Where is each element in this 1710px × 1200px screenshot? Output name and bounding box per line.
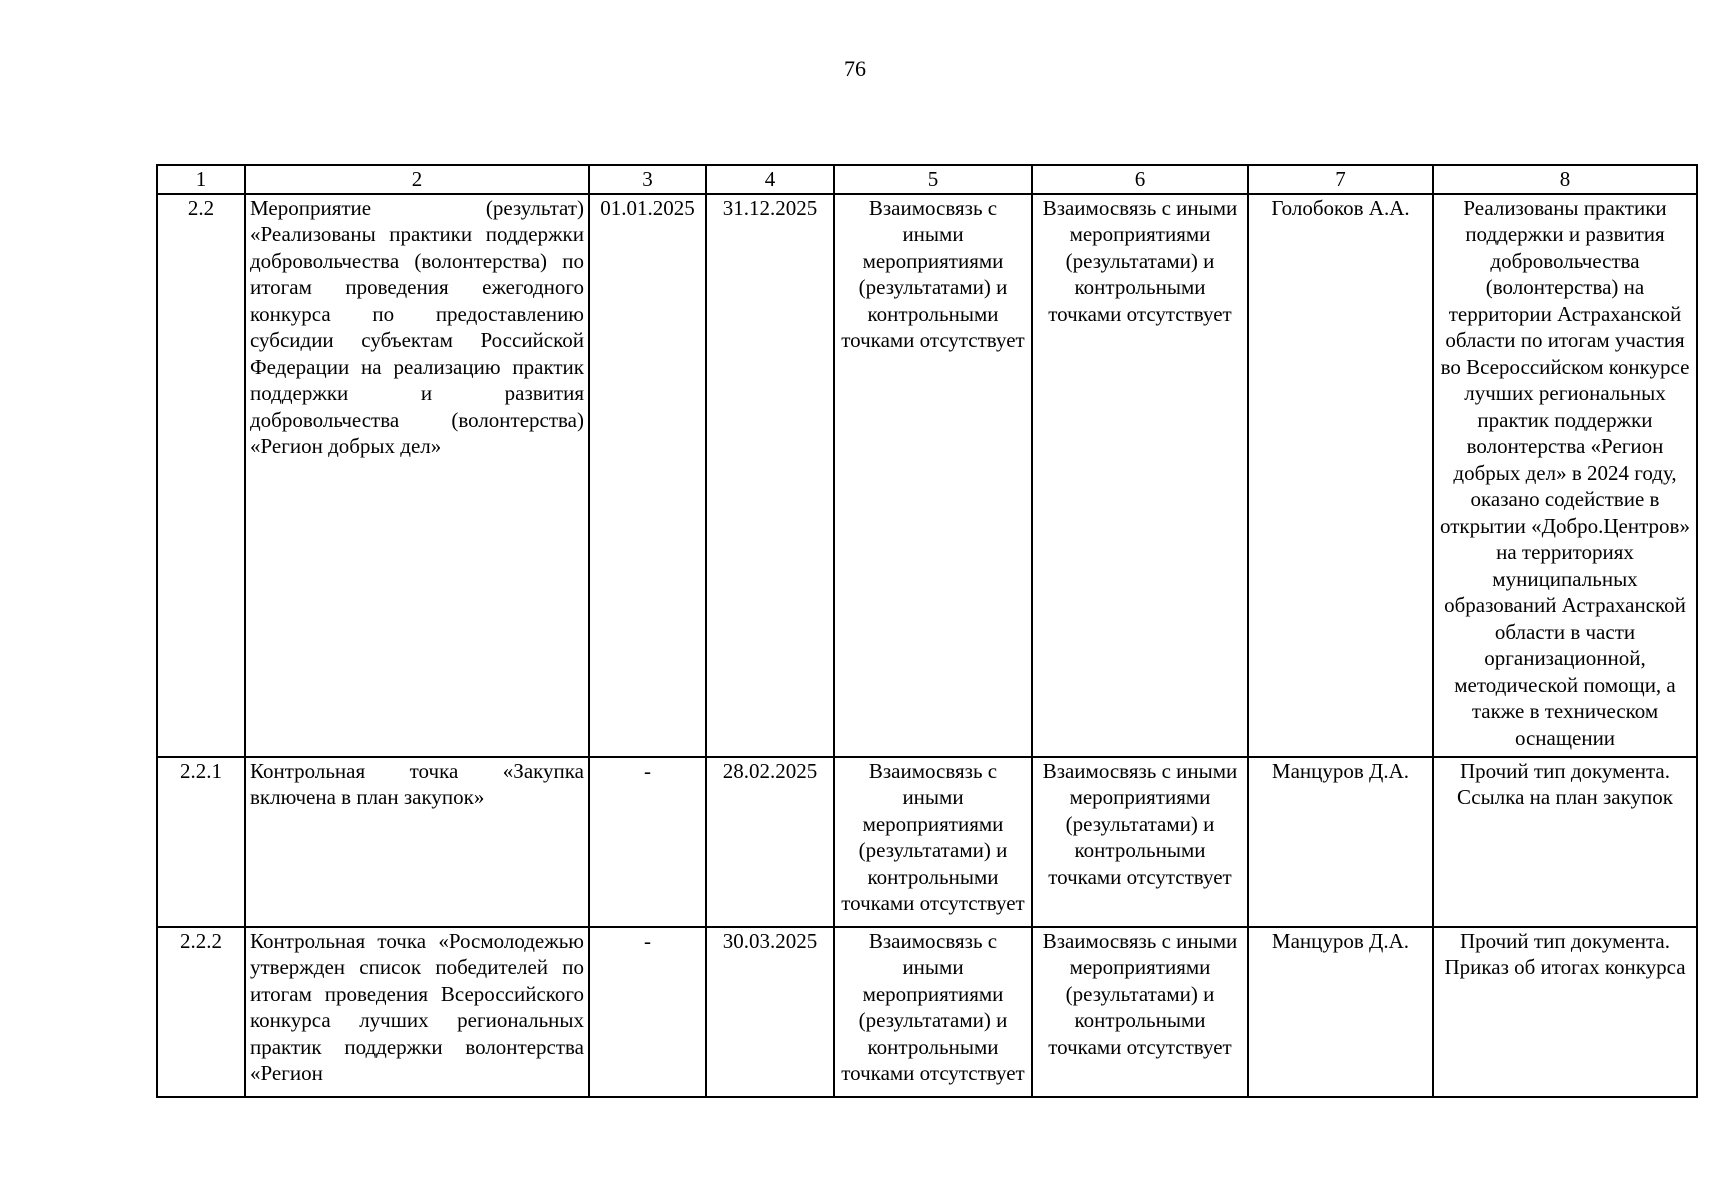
row-result: Прочий тип документа. Приказ об итогах конкурса (1433, 927, 1697, 1097)
row-start-date: 01.01.2025 (589, 194, 706, 757)
row-responsible: Манцуров Д.А. (1248, 757, 1433, 927)
column-header: 2 (245, 165, 589, 194)
row-name: Контрольная точка «Росмолодежью утвержден список победителей по итогам проведения Всероссийского конкурса лучших региональных практик поддержки волонтерства «Регион (245, 927, 589, 1097)
table-row (157, 757, 1697, 927)
row-result: Реализованы практики поддержки и развития добровольчества (волонтерства) на территории Астраханской области по итогам участия во Всероссийском конкурсе лучших региональных практик поддержки волонтерства «Регион добрых дел» в 2024 году, оказано содействие в открытии «Добро.Центров» на территориях муниципальных образований Астраханской области в части организационной, методической помощи, а также в техническом оснащении (1433, 194, 1697, 757)
table-header-row (157, 165, 1697, 194)
page-number: 76 (844, 56, 866, 81)
column-header: 1 (157, 165, 245, 194)
row-responsible: Манцуров Д.А. (1248, 927, 1433, 1097)
column-header: 6 (1032, 165, 1248, 194)
row-relations-alt: Взаимосвязь с иными мероприятиями (результатами) и контрольными точками отсутствует (1032, 927, 1248, 1097)
column-header: 3 (589, 165, 706, 194)
row-number: 2.2.2 (157, 927, 245, 1097)
row-name: Контрольная точка «Закупка включена в план закупок» (245, 757, 589, 927)
row-relations-alt: Взаимосвязь с иными мероприятиями (результатами) и контрольными точками отсутствует (1032, 194, 1248, 757)
row-name: Мероприятие (результат) «Реализованы практики поддержки добровольчества (волонтерства) по итогам проведения ежегодного конкурса по предоставлению субсидии субъектам Российской Федерации на реализацию практик поддержки и развития добровольчества (волонтерства) «Регион добрых дел» (245, 194, 589, 757)
table-row (157, 927, 1697, 1097)
table-row (157, 194, 1697, 757)
column-header: 4 (706, 165, 834, 194)
row-end-date: 31.12.2025 (706, 194, 834, 757)
row-relations: Взаимосвязь с иными мероприятиями (результатами) и контрольными точками отсутствует (834, 927, 1032, 1097)
row-number: 2.2 (157, 194, 245, 757)
column-header: 5 (834, 165, 1032, 194)
plan-table (156, 164, 1698, 1098)
row-end-date: 28.02.2025 (706, 757, 834, 927)
row-number: 2.2.1 (157, 757, 245, 927)
row-start-date: - (589, 757, 706, 927)
row-relations-alt: Взаимосвязь с иными мероприятиями (результатами) и контрольными точками отсутствует (1032, 757, 1248, 927)
row-end-date: 30.03.2025 (706, 927, 834, 1097)
row-relations: Взаимосвязь с иными мероприятиями (результатами) и контрольными точками отсутствует (834, 757, 1032, 927)
row-start-date: - (589, 927, 706, 1097)
row-result: Прочий тип документа. Ссылка на план закупок (1433, 757, 1697, 927)
row-relations: Взаимосвязь с иными мероприятиями (результатами) и контрольными точками отсутствует (834, 194, 1032, 757)
column-header: 8 (1433, 165, 1697, 194)
row-responsible: Голобоков А.А. (1248, 194, 1433, 757)
column-header: 7 (1248, 165, 1433, 194)
